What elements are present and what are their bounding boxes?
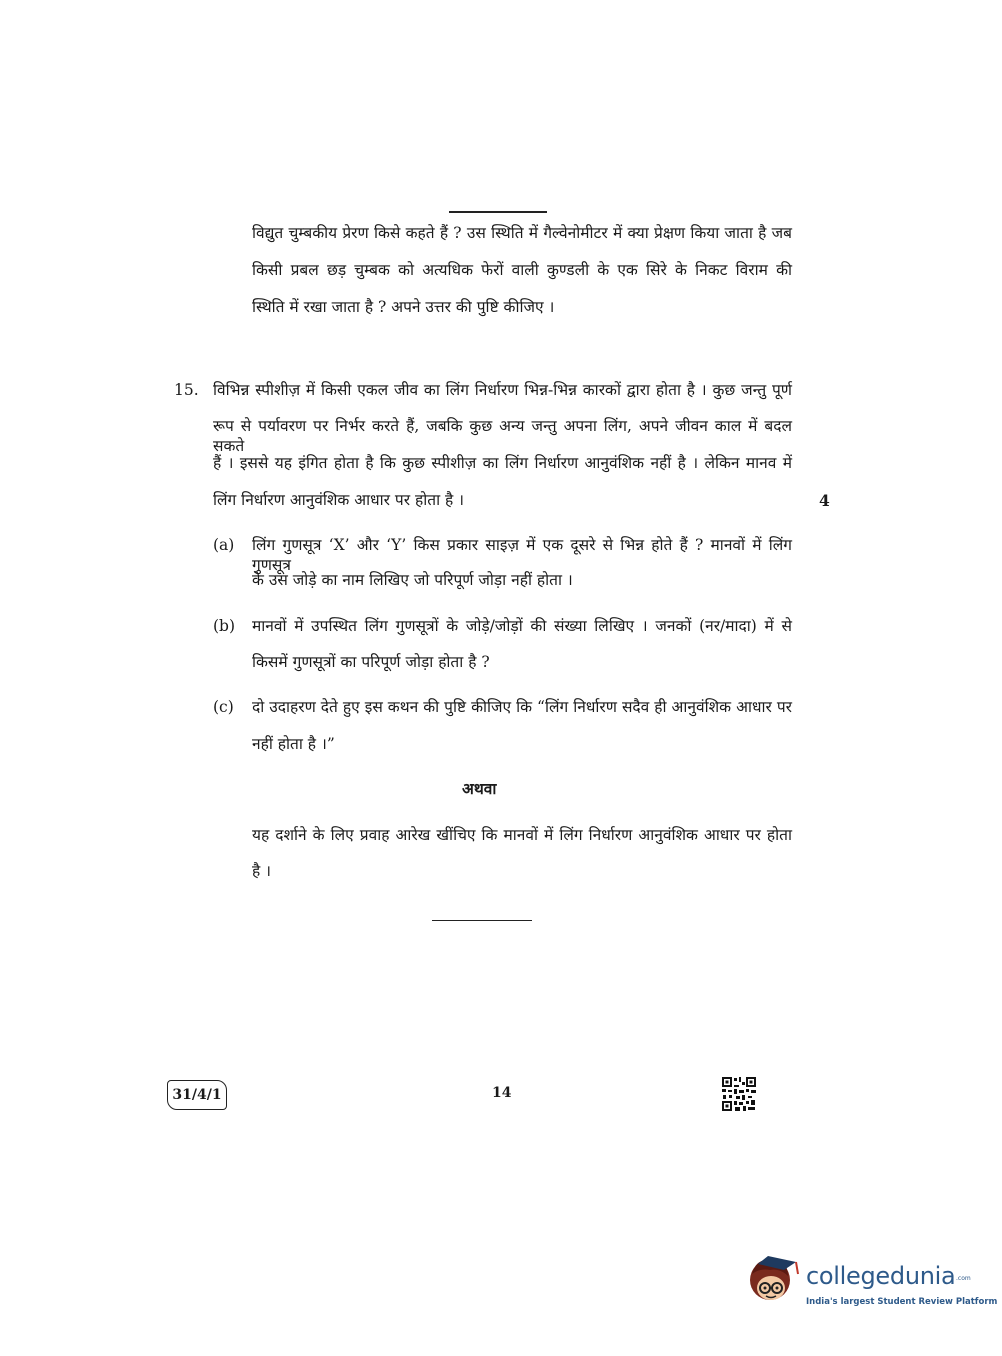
- question-line-3: हैं । इससे यह इंगित होता है कि कुछ स्पीशीज़ का लिंग निर्धारण आनुवंशिक नहीं है । लेकिन मानव में: [213, 454, 792, 472]
- brand-dotcom: .com: [956, 1275, 971, 1282]
- page-number: 14: [492, 1085, 512, 1101]
- brand-name: collegedunia: [806, 1262, 956, 1290]
- part-b-line-2: किसमें गुणसूत्रों का परिपूर्ण जोड़ा होता है ?: [252, 653, 490, 671]
- part-c-label: (c): [213, 698, 234, 716]
- qr-code-icon: [721, 1076, 757, 1112]
- end-divider: [432, 920, 532, 921]
- prev-question-line-2: किसी प्रबल छड़ चुम्बक को अत्यधिक फेरों वाली कुण्डली के एक सिरे के निकट विराम की: [252, 261, 792, 279]
- or-heading: अथवा: [462, 779, 497, 798]
- or-line-2: है ।: [252, 862, 272, 880]
- question-marks: 4: [819, 491, 830, 510]
- part-b-label: (b): [213, 617, 236, 635]
- question-line-2: रूप से पर्यावरण पर निर्भर करते हैं, जबकि कुछ अन्य जन्तु अपना लिंग, अपने जीवन काल में बदल सकते: [213, 417, 792, 455]
- prev-question-line-3: स्थिति में रखा जाता है ? अपने उत्तर की पुष्टि कीजिए ।: [252, 298, 555, 316]
- paper-code: 31/4/1: [167, 1080, 227, 1110]
- question-number: 15.: [174, 381, 199, 399]
- part-c-line-1: दो उदाहरण देते हुए इस कथन की पुष्टि कीजिए कि “लिंग निर्धारण सदैव ही आनुवंशिक आधार पर: [252, 698, 792, 716]
- part-c-line-2: नहीं होता है ।”: [252, 735, 335, 753]
- question-line-1: विभिन्न स्पीशीज़ में किसी एकल जीव का लिंग निर्धारण भिन्न-भिन्न कारकों द्वारा होता है । कुछ जन्तु पूर्ण: [213, 381, 792, 399]
- question-line-4: लिंग निर्धारण आनुवंशिक आधार पर होता है ।: [213, 491, 465, 509]
- part-b-line-1: मानवों में उपस्थित लिंग गुणसूत्रों के जोड़े/जोड़ों की संख्या लिखिए । जनकों (नर/मादा) में से: [252, 617, 792, 635]
- top-divider: [449, 211, 547, 213]
- or-line-1: यह दर्शाने के लिए प्रवाह आरेख खींचिए कि मानवों में लिंग निर्धारण आनुवंशिक आधार पर होता: [252, 826, 792, 844]
- part-a-line-1: लिंग गुणसूत्र ‘X’ और ‘Y’ किस प्रकार साइज़ में एक दूसरे से भिन्न होते हैं ? मानवों में लिंग गुणसूत्र: [252, 536, 792, 574]
- brand-tagline: India's largest Student Review Platform: [806, 1297, 998, 1307]
- part-a-label: (a): [213, 536, 235, 554]
- part-a-line-2: के उस जोड़े का नाम लिखिए जो परिपूर्ण जोड़ा नहीं होता ।: [252, 571, 573, 589]
- prev-question-line-1: विद्युत चुम्बकीय प्रेरण किसे कहते हैं ? उस स्थिति में गैल्वेनोमीटर में क्या प्रेक्षण किया जाता है जब: [252, 224, 792, 242]
